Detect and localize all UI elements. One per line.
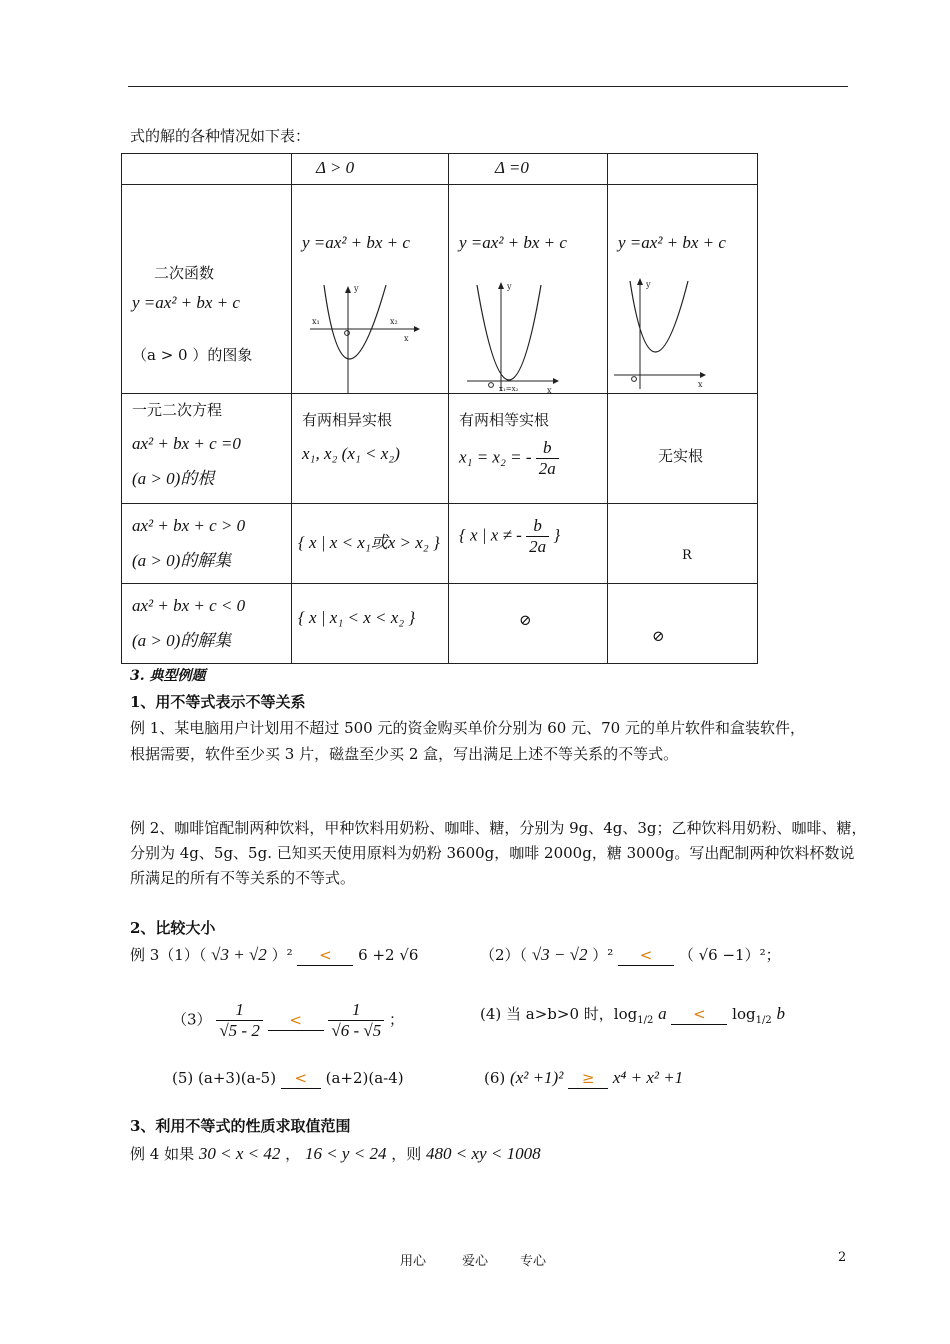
graph1-x-label: x — [404, 334, 409, 343]
ex3-p4-base1: 1/2 — [637, 1015, 654, 1026]
ex3-p3-answer: < — [268, 1010, 324, 1031]
roots-c2-left: x₁ = x₂ = - — [459, 447, 532, 467]
ex3-p6-answer: ≥ — [568, 1068, 608, 1089]
ex3-p1-right: 6 +2 √6 — [358, 946, 419, 964]
s2-title: 2、比较大小 — [130, 919, 216, 937]
ex3-p3-label: （3） — [172, 1010, 212, 1029]
graph2-y-label: y — [507, 282, 512, 291]
ex3-p6 — [484, 1068, 683, 1089]
ex3-p5-label: (5) — [172, 1069, 194, 1087]
ex3-p4-b: b — [776, 1004, 785, 1023]
roots-c2-formula — [459, 438, 559, 479]
ex4-cond1: 30 < x < 42 — [198, 1144, 281, 1163]
parabola-graph-two-roots — [310, 283, 420, 393]
ex3-p4-answer: < — [671, 1004, 727, 1025]
ex3-p4-a: a — [658, 1004, 667, 1023]
gt-c2-den: 2a — [529, 537, 547, 556]
header-delta-zero: Δ =0 — [495, 158, 529, 177]
ex3-p1-left: √3 + √2 — [211, 945, 267, 964]
lt-c3: ⊘ — [652, 627, 665, 645]
ex3-p1-label: 例 3（1）（ — [130, 946, 207, 964]
ex3-p5-answer: < — [281, 1068, 321, 1089]
graph2-x12-label: x₁=x₂ — [499, 385, 519, 393]
header-delta-pos: Δ > 0 — [316, 158, 355, 177]
graph-label-2: y =ax² + bx + c — [132, 293, 240, 312]
ex3-p2-mid: ）² — [592, 946, 614, 964]
gt-c3: R — [682, 548, 692, 563]
ex3-p4-label: (4) — [480, 1005, 502, 1023]
ex3-p5-left: (a+3)(a-5) — [198, 1069, 277, 1087]
lt-label-1: ax² + bx + c < 0 — [132, 596, 246, 615]
roots-c3: 无实根 — [658, 447, 704, 465]
roots-c1-line1: 有两相异实根 — [302, 411, 393, 429]
gt-c1: { x | x < x₁或x > x₂ } — [298, 533, 440, 552]
ex3-p3-den1: √5 - 2 — [219, 1021, 260, 1040]
s3-title: 3、利用不等式的性质求取值范围 — [130, 1117, 351, 1135]
ex3-p3-den2: √6 - √5 — [331, 1021, 382, 1040]
ex3-p2-left: √3 − √2 — [531, 945, 588, 964]
ex4-label: 例 4 如果 — [130, 1145, 195, 1163]
ex3-p3-num1: 1 — [216, 1000, 263, 1021]
roots-label-2: ax² + bx + c =0 — [132, 434, 241, 453]
graph3-x-label: x — [698, 380, 703, 389]
graph2-x-label: x — [547, 386, 552, 393]
ex3-p1-answer: < — [297, 945, 353, 966]
ex4-cond2: 16 < y < 24 — [304, 1144, 387, 1163]
ex1-line1: 例 1、某电脑用户计划用不超过 500 元的资金购买单价分别为 60 元、70 元的单片软件和盒装软件， — [130, 719, 805, 737]
ex3-p4-base2: 1/2 — [755, 1015, 772, 1026]
header-rule — [128, 86, 848, 87]
ex2-line3: 所满足的所有不等关系的不等式。 — [130, 869, 356, 887]
roots-c1-line2: x₁, x₂ (x₁ < x₂) — [302, 444, 400, 463]
ex2-line2: 分别为 4g、5g、5g. 已知买天使用原料为奶粉 3600g，咖啡 2000g，糖 3000g。写出配制两种饮料杯数说 — [130, 844, 855, 862]
ex3-p4-log2: log — [732, 1005, 756, 1023]
lt-c2: ⊘ — [519, 611, 532, 629]
ex4-line: 例 4 如果 30 < x < 42 ， 16 < y < 24 ，则 480 < xy < 1008 — [130, 1144, 541, 1163]
ex3-p4 — [480, 1004, 785, 1031]
ex3-p5-right: (a+2)(a-4) — [325, 1069, 404, 1087]
gt-c2 — [459, 516, 560, 557]
roots-c2-den: 2a — [538, 459, 556, 478]
ex3-p5 — [172, 1068, 404, 1089]
graph1-y-label: y — [354, 284, 359, 293]
roots-c2-line1: 有两相等实根 — [459, 411, 550, 429]
gt-c2-right: } — [553, 525, 561, 545]
ex3-p2 — [480, 945, 781, 966]
roots-label-1: 一元二次方程 — [132, 401, 223, 419]
ex4-then: ，则 — [391, 1145, 422, 1163]
s1-title: 1、用不等式表示不等关系 — [130, 693, 306, 711]
parabola-graph-no-root — [614, 277, 714, 393]
ex2-line1: 例 2、咖啡馆配制两种饮料，甲种饮料用奶粉、咖啡、糖，分别为 9g、4g、3g；乙种饮料用奶粉、咖啡、糖， — [130, 819, 867, 837]
page-number: 2 — [838, 1250, 847, 1265]
ex3-p3-num2: 1 — [328, 1000, 384, 1021]
ex4-result: 480 < xy < 1008 — [426, 1144, 541, 1163]
intro-text: 式的解的各种情况如下表： — [130, 127, 311, 145]
roots-label-3: (a > 0)的根 — [132, 469, 215, 488]
gt-c2-num: b — [526, 516, 549, 537]
roots-c2-num: b — [536, 438, 559, 459]
ex3-p2-answer: < — [618, 945, 674, 966]
graph3-y-label: y — [646, 280, 651, 289]
ex3-p3-end: ； — [389, 1010, 405, 1029]
gt-label-1: ax² + bx + c > 0 — [132, 516, 246, 535]
gt-label-2: (a > 0)的解集 — [132, 551, 232, 570]
graph-label-1: 二次函数 — [154, 264, 215, 282]
formula-2: y =ax² + bx + c — [459, 233, 567, 252]
quadratic-table — [121, 153, 758, 664]
ex3-p6-label: (6) — [484, 1069, 506, 1087]
ex3-p3 — [172, 1000, 404, 1041]
ex3-p6-left: (x² +1)² — [510, 1068, 564, 1087]
ex3-p1-mid: ）² — [271, 946, 293, 964]
ex3-p4-text: 当 a>b>0 时，log — [506, 1005, 638, 1023]
ex1-line2: 根据需要，软件至少买 3 片，磁盘至少买 2 盒，写出满足上述不等关系的不等式。 — [130, 745, 679, 763]
footer-mid: 爱心 — [462, 1254, 489, 1269]
graph-label-3: （a > 0 ）的图象 — [132, 346, 253, 364]
footer-left: 用心 — [400, 1254, 427, 1269]
graph1-x2-label: x₂ — [390, 317, 398, 326]
ex3-p1 — [130, 945, 418, 966]
formula-1: y =ax² + bx + c — [302, 233, 410, 252]
lt-c1: { x | x₁ < x < x₂ } — [298, 608, 416, 627]
section3-title: 3. 典型例题 — [130, 668, 206, 684]
footer-right: 专心 — [520, 1254, 547, 1269]
lt-label-2: (a > 0)的解集 — [132, 631, 232, 650]
ex3-p2-right: （ √6 −1）²； — [678, 946, 781, 964]
ex3-p6-right: x⁴ + x² +1 — [612, 1068, 684, 1087]
graph1-x1-label: x₁ — [312, 317, 320, 326]
gt-c2-left: { x | x ≠ - — [459, 525, 522, 545]
parabola-graph-one-root — [467, 279, 567, 393]
ex3-p2-label: （2）（ — [480, 946, 528, 964]
formula-3: y =ax² + bx + c — [618, 233, 726, 252]
